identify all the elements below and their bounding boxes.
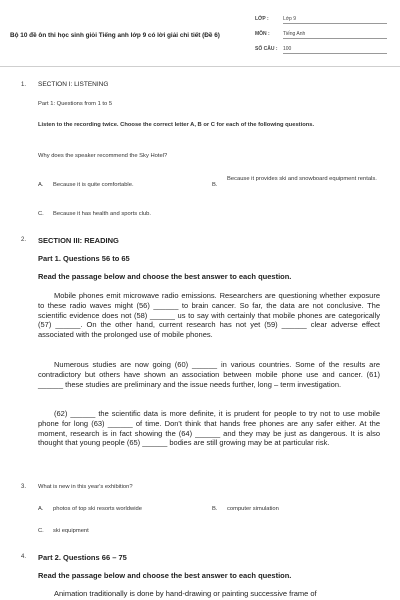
document-title: Bộ 10 đề ôn thi học sinh giỏi Tiếng anh lớp 9 có lời giải chi tiết (Đề 6) [10, 32, 220, 39]
class-value: Lớp 9 [283, 16, 387, 24]
question-3-number: 3. [21, 484, 27, 490]
option-letter: C. [38, 211, 44, 217]
option-letter: B. [212, 182, 218, 188]
option-text: Because it has health and sports club. [53, 211, 151, 217]
question-count-value: 100 [283, 46, 387, 54]
subject-label: MÔN : [255, 31, 270, 37]
question-1-section: SECTION I: LISTENING [38, 81, 109, 88]
document-header [0, 0, 400, 66]
reading-paragraph: Mobile phones emit microwave radio emissions. Researchers are questioning whether exposure to these radio waves might (56) ______ to brain cancer. So far, the data are not conclusive. The scientific evidence does not (58) ______ us to say with certainly that mobile phones are categorically (57) ______. On the other hand, current research has not yet (59) ______ clear adverse effect associated with the prolonged use of mobile phones. [38, 291, 380, 340]
option-letter: C. [38, 528, 44, 534]
question-2-part: Part 1. Questions 56 to 65 [38, 254, 130, 263]
question-2-number: 2. [21, 237, 27, 243]
header-divider [0, 66, 400, 67]
question-4-instruction: Read the passage below and choose the best answer to each question. [38, 571, 292, 580]
option-text: ski equipment [53, 528, 89, 534]
class-label: LỚP : [255, 16, 269, 22]
question-2-section: SECTION III: READING [38, 236, 119, 245]
question-1-instruction: Listen to the recording twice. Choose the correct letter A, B or C for each of the following questions. [38, 122, 315, 128]
option-text: computer simulation [227, 506, 279, 512]
option-text: Because it provides ski and snowboard equipment rentals. [227, 176, 377, 182]
option-text: photos of top ski resorts worldwide [53, 506, 142, 512]
question-1-number: 1. [21, 82, 27, 88]
reading-paragraph: (62) ______ the scientific data is more definite, it is prudent for people to try not to use mobile phone for long (63) ______ of time. Don't think that hands free phones are any safer either. At the moment, research is in fact showing the (64) ______ and they may be just as dangerous. It is also thought that young people (65) ______ bodies are still growing may be at particular risk. [38, 409, 380, 448]
question-2-instruction: Read the passage below and choose the best answer to each question. [38, 272, 292, 281]
option-letter: A. [38, 182, 44, 188]
subject-value: Tiếng Anh [283, 31, 387, 39]
reading-paragraph: Numerous studies are now going (60) ______ in various countries. Some of the results are contradictory but others have shown an association between mobile phone use and cancer. (61) ______ these studies are preliminary and the issue needs further, long – term investigation. [38, 360, 380, 389]
question-3-text: What is new in this year's exhibition? [38, 484, 133, 490]
question-1-text: Why does the speaker recommend the Sky Hotel? [38, 153, 168, 159]
option-letter: A. [38, 506, 44, 512]
option-text: Because it is quite comfortable. [53, 182, 134, 188]
question-4-number: 4. [21, 554, 27, 560]
question-1-option-b[interactable] [212, 175, 382, 195]
question-count-label: SỐ CÂU : [255, 46, 278, 52]
question-1-part: Part 1: Questions from 1 to 5 [38, 101, 113, 107]
option-letter: B. [212, 506, 218, 512]
question-4-part: Part 2. Questions 66 – 75 [38, 553, 127, 562]
reading-paragraph: Animation traditionally is done by hand-drawing or painting successive frame of [54, 589, 317, 598]
